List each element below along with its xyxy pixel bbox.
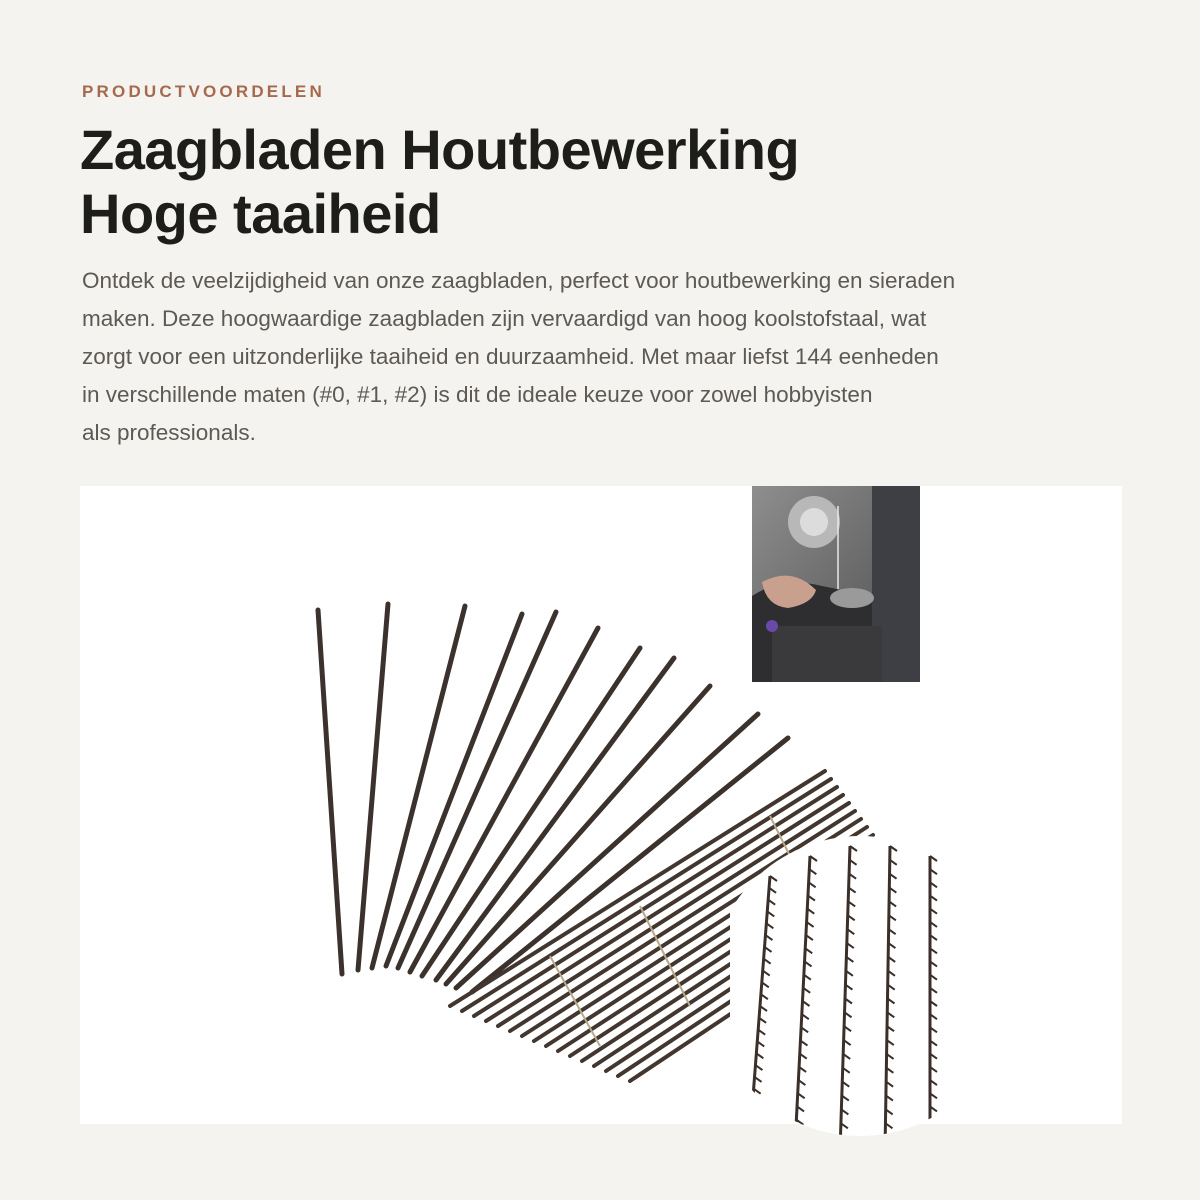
- description-line: in verschillende maten (#0, #1, #2) is dit de ideale keuze voor zowel hobbyisten: [82, 382, 873, 407]
- blade-tooth: [885, 1137, 892, 1142]
- description-line: maken. Deze hoogwaardige zaagbladen zijn vervaardigd van hoog koolstofstaal, wat: [82, 306, 927, 331]
- product-description: [82, 262, 1132, 452]
- saw-blade: [318, 610, 342, 974]
- blade-tooth: [752, 1112, 759, 1117]
- blade-tooth: [796, 1133, 803, 1138]
- title-line: Zaagbladen Houtbewerking: [80, 118, 800, 181]
- jewelry-sawing-photo: [752, 486, 920, 682]
- eyebrow-label: PRODUCTVOORDELEN: [82, 82, 325, 101]
- saw-blade: [398, 612, 556, 968]
- saw-blade: [456, 714, 758, 988]
- blade-tooth: [930, 1133, 937, 1138]
- blade-tooth: [840, 1137, 847, 1142]
- blade-tooth: [751, 1124, 758, 1129]
- blade-tooth: [930, 1120, 937, 1125]
- title-line: Hoge taaiheid: [80, 182, 441, 245]
- description-line: als professionals.: [82, 420, 256, 445]
- saw-blade: [422, 648, 640, 976]
- blade-teeth-closeup-icon: [730, 816, 990, 1156]
- blade-tooth: [753, 1101, 760, 1106]
- page-title: [80, 118, 980, 246]
- saw-blade: [386, 614, 522, 966]
- description-line: zorgt voor een uitzonderlijke taaiheid en duurzaamheid. Met maar liefst 144 eenheden: [82, 344, 939, 369]
- product-image: [80, 486, 1122, 1124]
- description-line: Ontdek de veelzijdigheid van onze zaagbladen, perfect voor houtbewerking en sieraden: [82, 268, 956, 293]
- saw-blade: [372, 606, 465, 968]
